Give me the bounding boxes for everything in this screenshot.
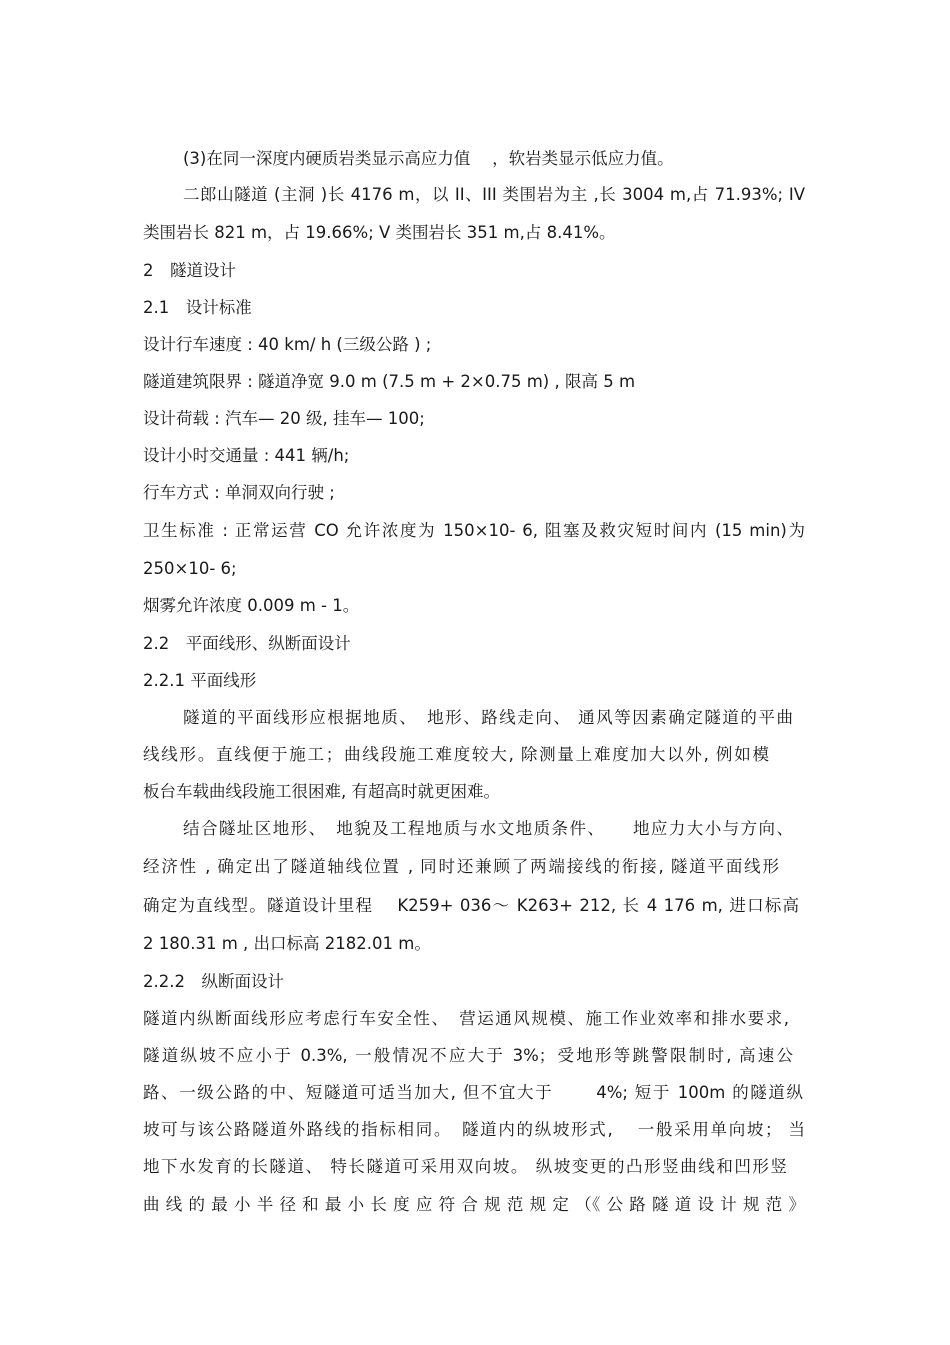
paragraph-line: (3)在同一深度内硬质岩类显示高应力值 ，软岩类显示低应力值。 [183, 149, 674, 168]
paragraph-line: 经济性 , 确定出了隧道轴线位置 , 同时还兼顾了两端接线的衔接, 隧道平面线形 [143, 857, 779, 876]
subsubsection-heading: 2.2.1 平面线形 [143, 671, 257, 690]
paragraph-line: 隧道建筑限界 : 隧道净宽 9.0 m (7.5 m + 2×0.75 m) , 限高 5 m [143, 372, 636, 391]
paragraph-line: 确定为直线型。隧道设计里程 K259+ 036～ K263+ 212, 长 4 176 m, 进口标高 [143, 896, 799, 915]
paragraph-line: 曲 线 的 最 小 半 径 和 最 小 长 度 应 符 合 规 范 规 定 （《 公 路 隧 道 设 计 规 范 》 [143, 1195, 805, 1214]
paragraph-line: 隧道纵坡不应小于 0.3%, 一般情况不应大于 3%；受地形等跳警限制时, 高速公 [143, 1046, 793, 1065]
paragraph-line: 坡可与该公路隧道外路线的指标相同。 隧道内的纵坡形式, 一般采用单向坡； 当 [143, 1120, 805, 1139]
paragraph-line: 结合隧址区地形、 地貌及工程地质与水文地质条件、 地应力大小与方向、 [183, 819, 793, 838]
subsection-heading: 2.2 平面线形、纵断面设计 [143, 634, 351, 653]
paragraph-line: 路、一级公路的中、短隧道可适当加大, 但不宜大于 4%; 短于 100m 的隧道纵 [143, 1083, 803, 1102]
paragraph-line: 2 180.31 m , 出口标高 2182.01 m。 [143, 934, 431, 953]
paragraph-line: 板台车载曲线段施工很困难, 有超高时就更困难。 [143, 782, 500, 801]
paragraph-line: 地下水发育的长隧道、 特长隧道可采用双向坡。 纵坡变更的凸形竖曲线和凹形竖 [143, 1157, 787, 1176]
paragraph-line: 烟雾允许浓度 0.009 m - 1。 [143, 596, 360, 615]
subsection-heading: 2.1 设计标准 [143, 298, 252, 317]
paragraph-line: 隧道内纵断面线形应考虑行车安全性、 营运通风规模、施工作业效率和排水要求, [143, 1009, 789, 1028]
paragraph-line: 设计荷载 : 汽车— 20 级, 挂车— 100; [143, 409, 425, 428]
paragraph-line: 隧道的平面线形应根据地质、 地形、路线走向、 通风等因素确定隧道的平曲 [183, 708, 793, 727]
subsubsection-heading: 2.2.2 纵断面设计 [143, 972, 284, 991]
paragraph-line: 250×10- 6; [143, 559, 237, 578]
paragraph-line: 设计行车速度 : 40 km/ h (三级公路 ) ; [143, 335, 432, 354]
paragraph-line: 卫生标准 : 正常运营 CO 允许浓度为 150×10- 6, 阻塞及救灾短时间内 (15 min)为 [143, 521, 805, 540]
paragraph-line: 设计小时交通量 : 441 辆/h; [143, 446, 350, 465]
paragraph-line: 行车方式 : 单洞双向行驶 ; [143, 483, 335, 502]
paragraph-line: 二郎山隧道 (主洞 )长 4176 m，以 II、III 类围岩为主 ,长 3004 m,占 71.93%; IV [183, 185, 805, 204]
paragraph-line: 类围岩长 821 m，占 19.66%; V 类围岩长 351 m,占 8.41%。 [143, 223, 616, 242]
paragraph-line: 线线形。直线便于施工；曲线段施工难度较大, 除测量上难度加大以外, 例如模 [143, 745, 769, 764]
section-heading: 2 隧道设计 [143, 261, 236, 280]
